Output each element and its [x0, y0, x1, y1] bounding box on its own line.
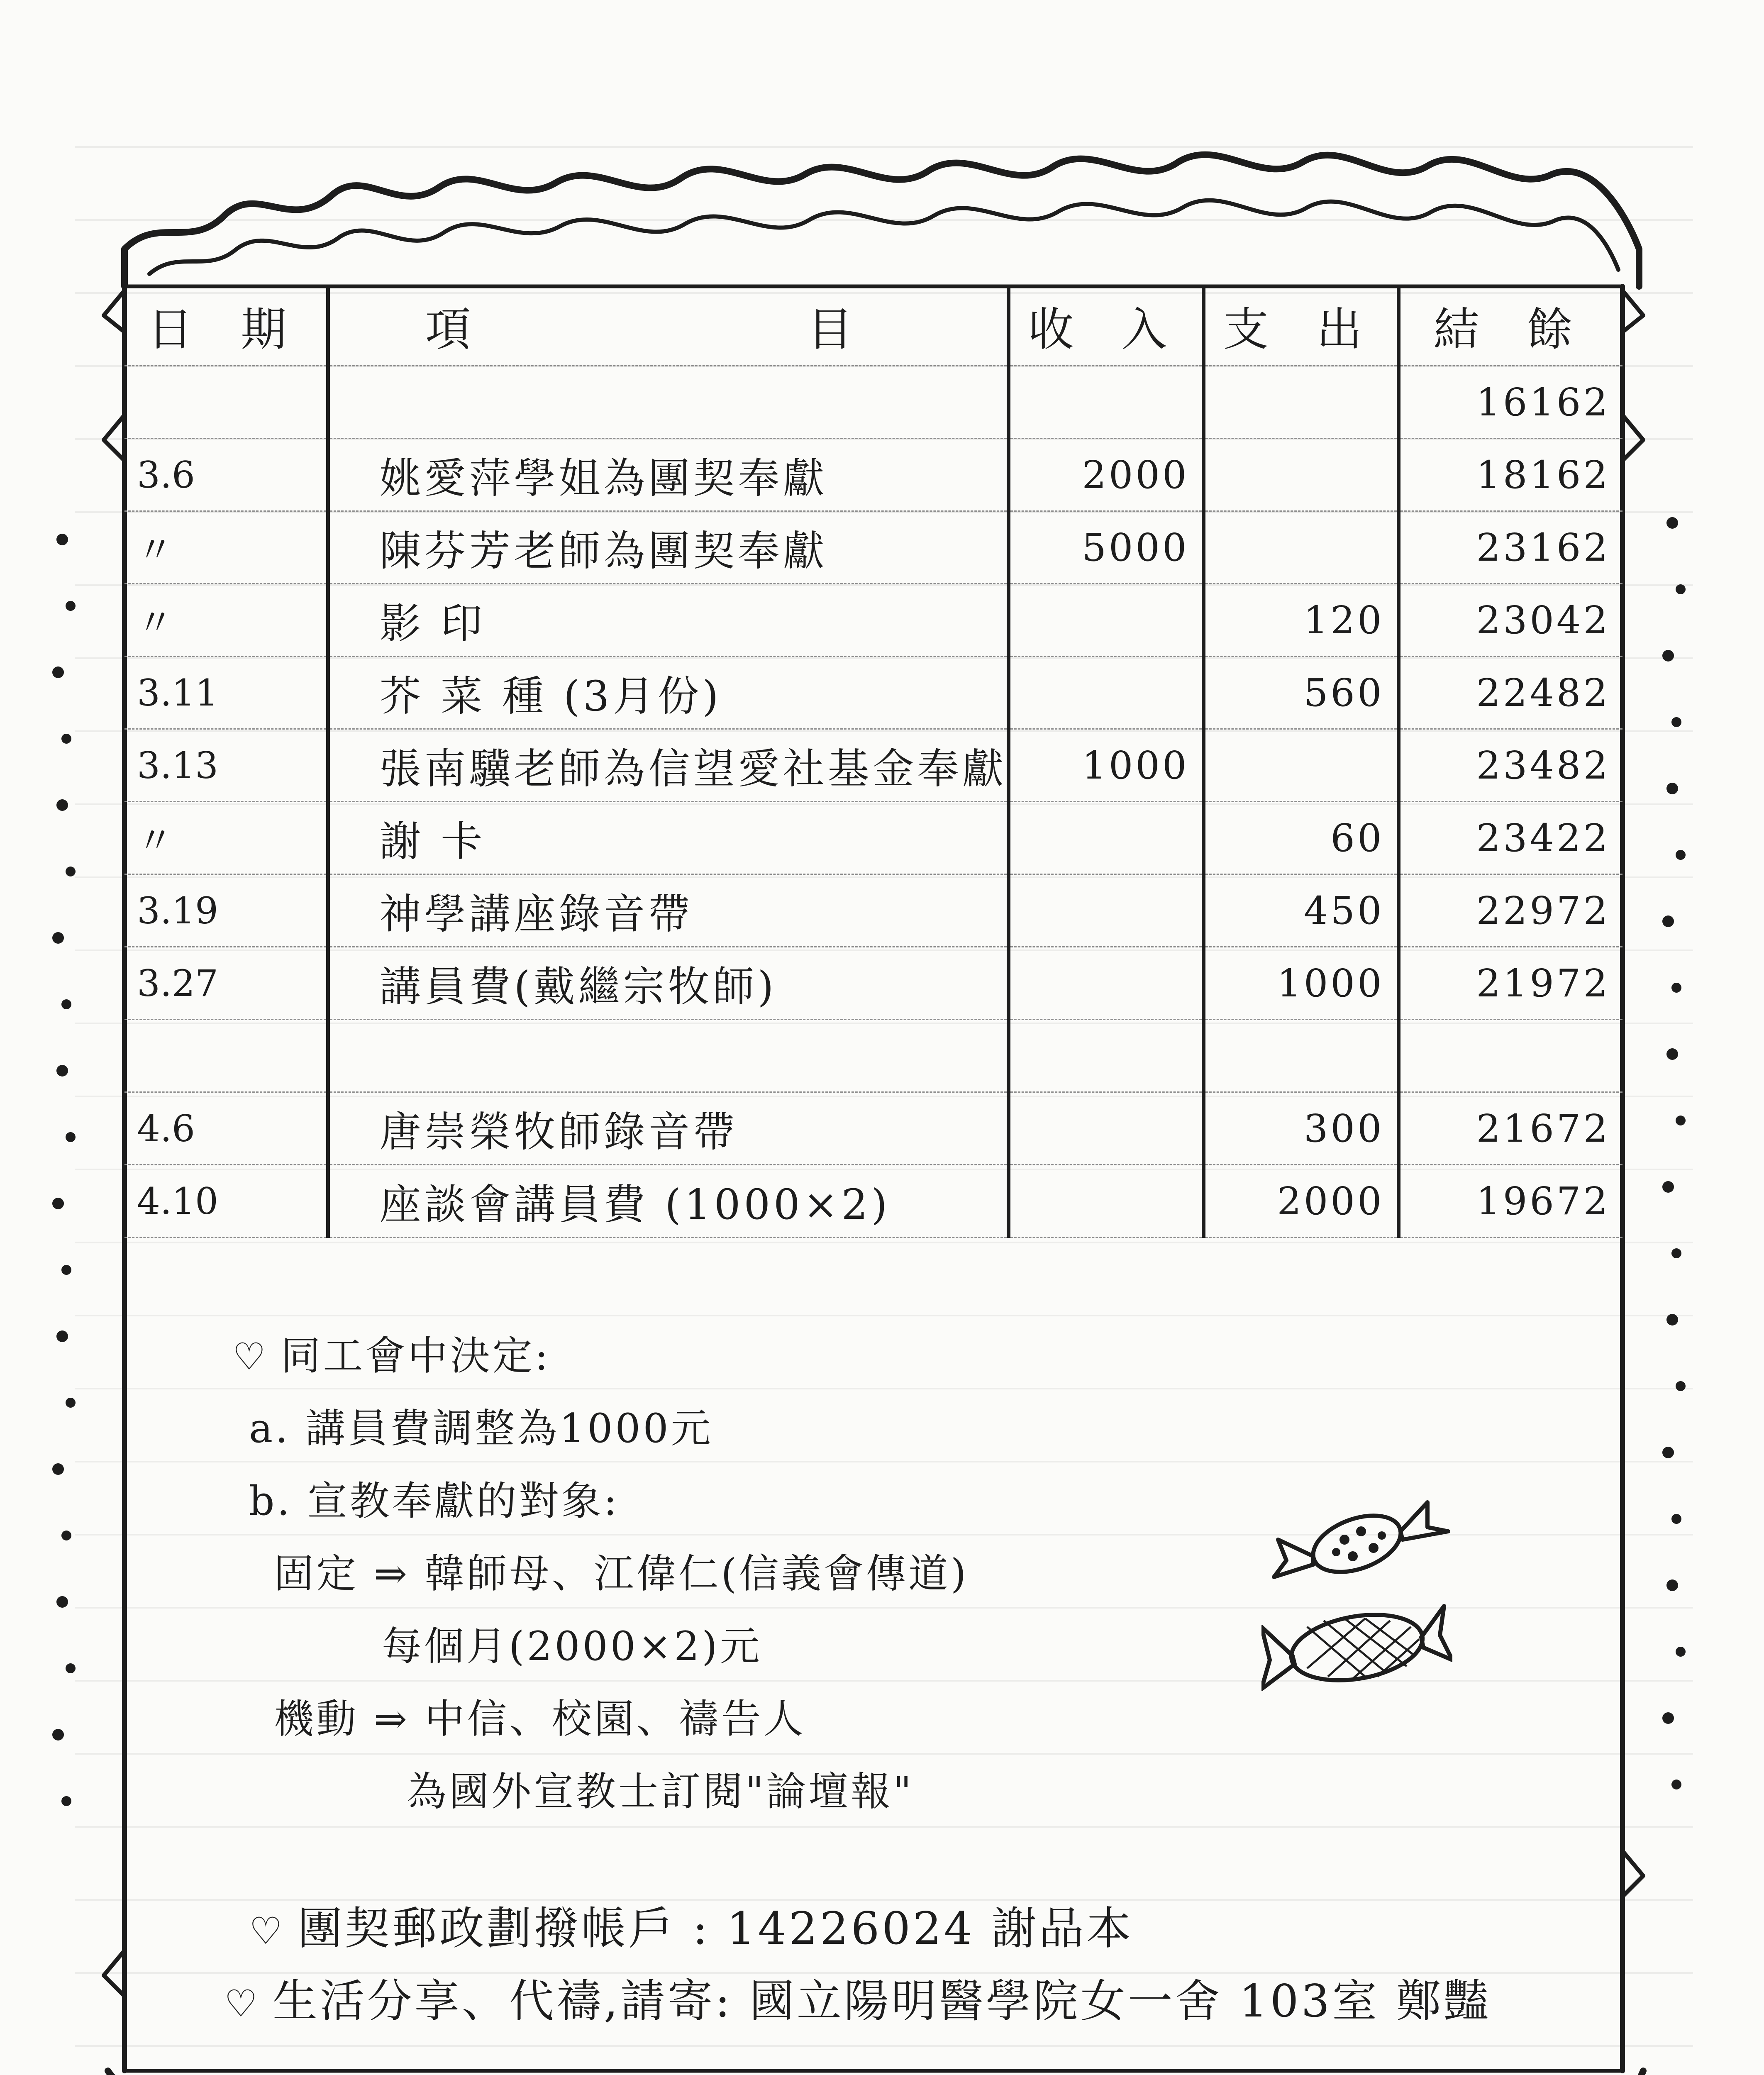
- row-item: 講員費(戴繼宗牧師): [328, 947, 1008, 1020]
- row-expense: 300: [1203, 1092, 1398, 1165]
- row-income: [1008, 1092, 1203, 1165]
- ledger-table: [124, 286, 1622, 1238]
- header-item: [328, 286, 1008, 366]
- table-row: [124, 657, 1622, 729]
- table-row: [124, 874, 1622, 947]
- row-income: [1008, 947, 1203, 1020]
- row-item: 陳芬芳老師為團契奉獻: [328, 511, 1008, 584]
- row-balance: 21672: [1398, 1092, 1622, 1165]
- note-flexible: 機動 ⇒ 中信、校園、禱告人: [274, 1696, 806, 1742]
- row-item: 座談會講員費 (1000×2): [328, 1165, 1008, 1238]
- postal-account: [249, 1892, 1618, 1965]
- row-date: [124, 366, 328, 439]
- header-balance: 結 餘: [1398, 286, 1622, 366]
- table-row: [124, 1165, 1622, 1238]
- row-date: [124, 1020, 328, 1092]
- row-item: 姚愛萍學姐為團契奉獻: [328, 439, 1008, 511]
- row-balance: 23482: [1398, 729, 1622, 802]
- candy-doodle: [1261, 1494, 1452, 1710]
- row-expense: 1000: [1203, 947, 1398, 1020]
- row-expense: [1203, 366, 1398, 439]
- table-row: [124, 511, 1622, 584]
- header-date: 日 期: [124, 286, 328, 366]
- table-row: [124, 366, 1622, 439]
- note-a: a. 講員費調整為1000元: [249, 1405, 713, 1452]
- row-item: [328, 366, 1008, 439]
- row-balance: 21972: [1398, 947, 1622, 1020]
- table-row: [124, 947, 1622, 1020]
- row-date: 3.27: [124, 947, 328, 1020]
- row-income: 5000: [1008, 511, 1203, 584]
- footer-info: [224, 1892, 1618, 2038]
- sharing-address-text: 生活分享、代禱,請寄: 國立陽明醫學院女一舍 103室 鄭豔: [272, 1975, 1491, 2027]
- row-balance: [1398, 1020, 1622, 1092]
- notes-heading: [232, 1320, 1602, 1392]
- note-overseas: 為國外宣教士訂閱"論壇報": [407, 1768, 914, 1815]
- row-income: [1008, 1020, 1203, 1092]
- row-item: 芥 菜 種 (3月份): [328, 657, 1008, 729]
- table-row: [124, 1020, 1622, 1092]
- row-balance: 22972: [1398, 874, 1622, 947]
- row-expense: [1203, 511, 1398, 584]
- row-income: [1008, 802, 1203, 874]
- note-b: b. 宣教奉獻的對象:: [249, 1478, 620, 1524]
- row-expense: [1203, 439, 1398, 511]
- row-date: 3.19: [124, 874, 328, 947]
- row-income: [1008, 874, 1203, 947]
- row-balance: 16162: [1398, 366, 1622, 439]
- row-expense: 120: [1203, 584, 1398, 657]
- row-date: 〃: [124, 802, 328, 874]
- row-item: [328, 1020, 1008, 1092]
- row-income: [1008, 584, 1203, 657]
- ledger-header-row: [124, 286, 1622, 366]
- row-balance: 23042: [1398, 584, 1622, 657]
- row-expense: 560: [1203, 657, 1398, 729]
- row-date: 〃: [124, 584, 328, 657]
- row-income: [1008, 366, 1203, 439]
- sharing-address: [224, 1965, 1618, 2038]
- table-row: [124, 1092, 1622, 1165]
- postal-account-text: 團契郵政劃撥帳戶 : 14226024 謝品本: [297, 1903, 1134, 1955]
- row-date: 4.6: [124, 1092, 328, 1165]
- row-balance: 18162: [1398, 439, 1622, 511]
- notes-heading-text: 同工會中決定:: [281, 1333, 551, 1379]
- row-expense: 450: [1203, 874, 1398, 947]
- row-item: 謝 卡: [328, 802, 1008, 874]
- table-row: [124, 439, 1622, 511]
- heart-icon: ♡: [249, 1909, 285, 1953]
- row-date: 3.6: [124, 439, 328, 511]
- header-item-right: 目: [807, 303, 870, 356]
- row-item: 唐崇榮牧師錄音帶: [328, 1092, 1008, 1165]
- row-balance: 19672: [1398, 1165, 1622, 1238]
- header-income: 收 入: [1008, 286, 1203, 366]
- row-date: 4.10: [124, 1165, 328, 1238]
- row-item: 張南驥老師為信望愛社基金奉獻: [328, 729, 1008, 802]
- row-balance: 22482: [1398, 657, 1622, 729]
- table-row: [124, 729, 1622, 802]
- row-income: 2000: [1008, 439, 1203, 511]
- row-balance: 23422: [1398, 802, 1622, 874]
- row-income: 1000: [1008, 729, 1203, 802]
- row-date: 〃: [124, 511, 328, 584]
- heart-icon: ♡: [224, 1982, 260, 2026]
- table-row: [124, 584, 1622, 657]
- row-expense: [1203, 1020, 1398, 1092]
- row-date: 3.13: [124, 729, 328, 802]
- row-expense: 2000: [1203, 1165, 1398, 1238]
- table-row: [124, 802, 1622, 874]
- header-expense: 支 出: [1203, 286, 1398, 366]
- row-income: [1008, 657, 1203, 729]
- header-item-left: 項: [425, 303, 488, 356]
- row-item: 影 印: [328, 584, 1008, 657]
- row-balance: 23162: [1398, 511, 1622, 584]
- heart-icon: ♡: [232, 1335, 268, 1379]
- row-item: 神學講座錄音帶: [328, 874, 1008, 947]
- note-fixed-amount: 每個月(2000×2)元: [382, 1623, 762, 1670]
- row-income: [1008, 1165, 1203, 1238]
- row-expense: 60: [1203, 802, 1398, 874]
- row-date: 3.11: [124, 657, 328, 729]
- row-expense: [1203, 729, 1398, 802]
- note-fixed: 固定 ⇒ 韓師母、江偉仁(信義會傳道): [274, 1550, 969, 1597]
